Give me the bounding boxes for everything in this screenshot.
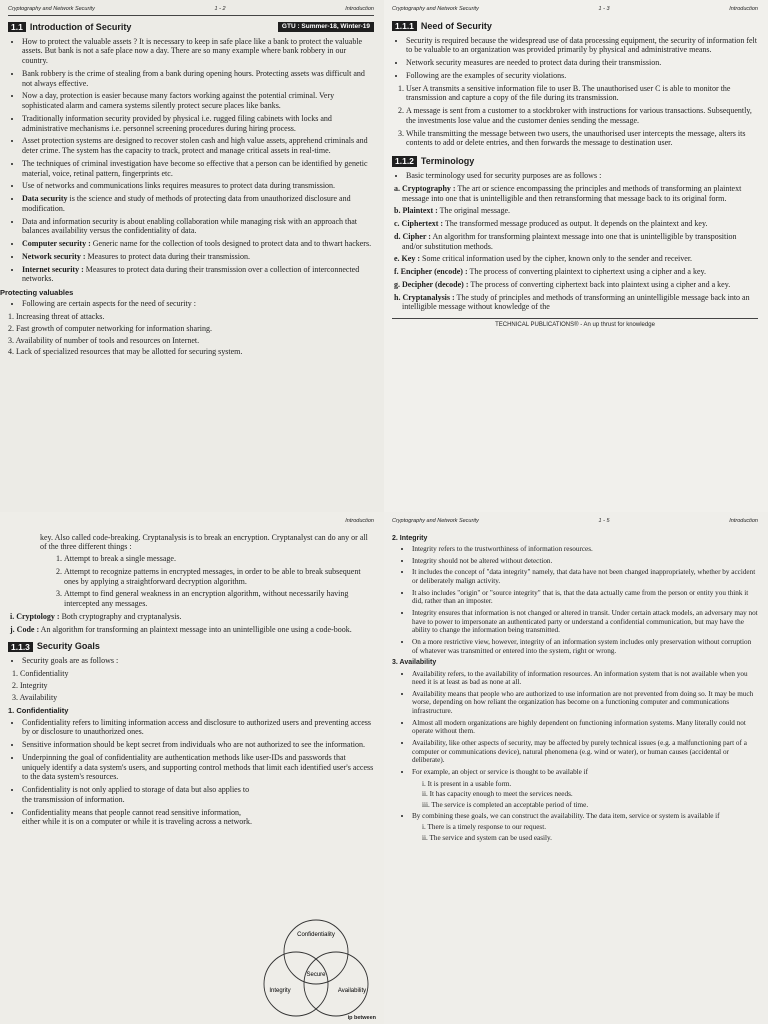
list-item: • The techniques of criminal investigation have become so effective that a person can be identified by genetic material, voice, retinal pattern, fingerprints etc. xyxy=(22,159,374,179)
list-item: • Basic terminology used for security purposes are as follows : xyxy=(406,171,758,181)
item-text: Fast growth of computer networking for information sharing. xyxy=(16,323,212,333)
cropped-caption: ip between xyxy=(347,1015,376,1022)
term: a. Cryptography : xyxy=(394,183,456,193)
definition xyxy=(8,612,374,622)
list-item: 3. Availability xyxy=(12,692,58,702)
page-number: 1 - 5 xyxy=(598,518,610,524)
section-title: Security Goals xyxy=(36,641,100,652)
chapter-name: Introduction xyxy=(729,6,758,12)
numbered-list xyxy=(8,554,374,609)
list-item: 2. Attempt to recognize patterns in encrypted messages, in order to be able to break subsequent ones by applying a straightforward decryption algorithm. xyxy=(64,567,374,587)
page-footer: TECHNICAL PUBLICATIONS® - An up thrust for knowledge xyxy=(392,318,758,329)
list-item xyxy=(22,265,374,285)
venn-label-confidentiality: Confidentiality xyxy=(297,932,335,938)
list-item: • Now a day, protection is easier because many factors working against the potential criminal. Very sophisticated alarm and camera systems silently protect secure places like banks. xyxy=(22,91,374,111)
subheading: 3. Availability xyxy=(392,659,437,667)
term-text: Measures to protect data during their transmission. xyxy=(85,251,250,261)
exam-badge: GTU : Summer-18, Winter-19 xyxy=(278,22,374,32)
term-text: An algorithm for transforming an plaintext message into an unintelligible one using a code-book. xyxy=(39,624,352,634)
section-title: Need of Security xyxy=(420,20,492,31)
numbered-list xyxy=(392,84,758,149)
section-heading xyxy=(392,156,758,167)
list-item: ii. The service and system can be used easily. xyxy=(422,833,552,842)
intro-bullet-list xyxy=(8,37,374,285)
venn-label-availability: Availability xyxy=(337,988,367,994)
subheading: 1. Confidentiality xyxy=(8,706,69,716)
section-number: 1.1.1 xyxy=(392,21,417,31)
list-item: • On a more restrictive view, however, integrity of an information system includes only preservation without corruption of whatever was transmitted or entered into the system, right or wrong. xyxy=(412,638,758,655)
definition-list xyxy=(8,612,374,635)
term-text: The transformed message produced as output. It depends on the plaintext and key. xyxy=(443,219,708,229)
list-item: 2. Integrity xyxy=(12,680,48,690)
definition xyxy=(392,184,758,204)
venn-label-secure: Secure xyxy=(306,972,326,978)
page-1-3 xyxy=(384,0,768,512)
page-1-5 xyxy=(384,512,768,1024)
term-text: is the science and study of methods of protecting data from unauthorized disclosure and modification. xyxy=(22,194,351,213)
goals-list xyxy=(8,669,374,702)
list-item: • Availability, like other aspects of security, may be affected by purely technical issues (e.g. a malfunctioning part of a computer or communications device), natural phenomena (e.g. wind or water), or human causes (accidental or deliberate). xyxy=(412,739,758,765)
bullet-list xyxy=(392,171,758,181)
venn-label-integrity: Integrity xyxy=(269,988,291,994)
continued-paragraph: key. Also called code-breaking. Cryptanalysis is to break an encryption. Cryptanalyst can do any or all of the three different things : xyxy=(40,532,368,552)
definition xyxy=(392,219,758,229)
subheading: Protecting valuables xyxy=(0,288,74,298)
list-item: • Confidentiality is not only applied to storage of data but also applies to the transmission of information. xyxy=(22,785,252,805)
term: h. Cryptanalysis : xyxy=(394,292,455,302)
term-text: The process of converting plaintext to ciphertext using a cipher and a key. xyxy=(467,267,706,277)
list-item xyxy=(22,217,374,237)
list-item: 1. Attempt to break a single message. xyxy=(64,554,374,564)
term-text: The process of converting ciphertext back into plaintext using a cipher and a key. xyxy=(468,279,731,289)
list-item: • Security goals are as follows : xyxy=(22,656,374,666)
security-goals-venn-diagram xyxy=(252,912,380,1024)
list-item xyxy=(22,194,374,214)
list-item: • Availability refers, to the availability of information resources. An information system that is not available when you need it is at least as bad as none at all. xyxy=(412,670,758,687)
list-item: 1. Confidentiality xyxy=(12,669,69,679)
item-text: Integrity xyxy=(20,680,48,690)
definition xyxy=(392,267,758,277)
numbered-list xyxy=(8,312,374,357)
page-header xyxy=(392,6,758,15)
subheading: 2. Integrity xyxy=(392,534,428,542)
list-item: • Confidentiality means that people cannot read sensitive information, either while it is on a computer or while it is traveling across a network. xyxy=(22,808,252,828)
term: Data security xyxy=(22,194,68,204)
term-text: The study of principles and methods of transforming an unintelligible message back into an intelligible message without knowledge of the xyxy=(402,292,750,312)
list-item: 3. Attempt to find general weakness in an encryption algorithm, without necessarily having intercepted any messages. xyxy=(64,589,374,609)
list-item: ii. It has capacity enough to meet the services needs. xyxy=(422,790,573,799)
list-item: • For example, an object or service is thought to be available if xyxy=(412,768,758,777)
definition xyxy=(392,206,758,216)
chapter-name: Introduction xyxy=(345,6,374,12)
list-item: • How to protect the valuable assets ? It is necessary to keep in safe place like a bank to protect the valuable assets. But bank is not a safe place now a day. There are so many example where bank robbery in our country. xyxy=(22,37,374,66)
list-item: • It also includes "origin" or "source integrity" that is, that the data actually came from the person or entity you think it did, rather than an imposter. xyxy=(412,589,758,606)
page-number: 1 - 3 xyxy=(598,6,610,12)
list-item: • Integrity ensures that information is not changed or altered in transit. Under certain attack models, an adversary may not have to power to impersonate an authenticated party or understand a confidential communication, but may have the ability to change the information being transmitted. xyxy=(412,609,758,635)
page-1-2 xyxy=(0,0,384,512)
term: d. Cipher : xyxy=(394,231,431,241)
list-item: i. It is present in a usable form. xyxy=(422,779,512,788)
list-item: • Use of networks and communications links requires measures to protect data during transmission. xyxy=(22,181,374,191)
roman-list xyxy=(392,823,758,842)
list-item: 2. A message is sent from a customer to a stockbroker with instructions for various transactions. Subsequently, the investments lose value and the customer denies sending the message. xyxy=(406,106,758,126)
bullet-list xyxy=(8,299,374,309)
list-item: • Underpinning the goal of confidentiality are authentication methods like user-IDs and passwords that uniquely identify a data system's users, and supporting control methods that limit each identified user's access to the data system's resources. xyxy=(22,753,374,782)
section-title: Terminology xyxy=(420,156,475,167)
chapter-name: Introduction xyxy=(729,518,758,524)
list-item: • Asset protection systems are designed to recover stolen cash and high value assets, apprehend criminals and deter crime. The system has the capacity to track, protect and manage critical assets in real-time. xyxy=(22,136,374,156)
definition xyxy=(8,625,374,635)
definition-list xyxy=(392,184,758,312)
page-number: 1 - 2 xyxy=(214,6,226,12)
book-title: Cryptography and Network Security xyxy=(8,6,95,12)
list-item: i. There is a timely response to our request. xyxy=(422,823,547,832)
list-item: 2. Fast growth of computer networking for information sharing. xyxy=(8,323,212,333)
list-item: • By combining these goals, we can construct the availability. The data item, service or system is available if xyxy=(412,812,758,821)
list-item: 3. Availability of number of tools and resources on Internet. xyxy=(8,335,200,345)
roman-list xyxy=(392,780,758,810)
item-text: Availability of number of tools and resources on Internet. xyxy=(15,335,200,345)
section-number: 1.1.2 xyxy=(392,156,417,166)
bullet-list xyxy=(392,670,758,777)
term: f. Encipher (encode) : xyxy=(394,267,468,277)
term: Network security : xyxy=(22,251,86,261)
list-item: • Traditionally information security provided by physical i.e. rugged filing cabinets with locks and administrative mechanisms i.e. personnel screening procedures during hiring process. xyxy=(22,114,374,134)
page-continued xyxy=(0,512,384,1024)
item-text: Availability xyxy=(19,692,58,702)
list-item: • Confidentiality refers to limiting information access and disclosure to authorized users and preventing access by or disclosure to unauthorized ones. xyxy=(22,718,374,738)
list-item: • Integrity refers to the trustworthiness of information resources. xyxy=(412,545,758,554)
term: e. Key : xyxy=(394,254,420,264)
term: Computer security : xyxy=(22,239,91,249)
section-heading xyxy=(8,641,374,652)
section-heading xyxy=(392,21,758,32)
list-item: • Integrity should not be altered without detection. xyxy=(412,557,758,566)
list-item: iii. The service is completed an acceptable period of time. xyxy=(422,800,589,809)
term: c. Ciphertext : xyxy=(394,219,444,229)
term-text: Both cryptography and cryptanalysis. xyxy=(59,611,182,621)
term: b. Plaintext : xyxy=(394,206,438,216)
section-title: Introduction of Security xyxy=(29,21,132,32)
list-item: 1. User A transmits a sensitive information file to user B. The unauthorised user C is able to monitor the transmission and capture a copy of the file during its transmission. xyxy=(406,84,758,104)
term-text: Data and information security is about enabling collaboration while managing risk with an approach that balances availability versus the confidentiality of data. xyxy=(22,216,358,236)
page-header xyxy=(8,518,374,527)
book-title: Cryptography and Network Security xyxy=(392,518,479,524)
list-item: • Availability means that people who are authorized to use information are not prevented from doing so. It may be much worse, depending on how reliant the organization has become on a functioning computer and communications infrastructure. xyxy=(412,690,758,716)
definition xyxy=(392,280,758,290)
section-number: 1.1 xyxy=(8,22,26,32)
list-item: • Bank robbery is the crime of stealing from a bank during opening hours. Protecting assets was difficult and not always effective. xyxy=(22,69,374,89)
definition xyxy=(392,232,758,252)
bullet-list xyxy=(392,812,758,821)
list-item: • Sensitive information should be kept secret from individuals who are not authorized to see the information. xyxy=(22,740,374,750)
list-item: • Following are the examples of security violations. xyxy=(406,71,758,81)
book-title: Cryptography and Network Security xyxy=(392,6,479,12)
list-item: • Network security measures are needed to protect data during their transmission. xyxy=(406,58,758,68)
term-text: An algorithm for transforming plaintext message into one that is unintelligible by transposition and/or substitution methods. xyxy=(402,231,737,251)
item-text: Confidentiality xyxy=(20,669,69,679)
bullet-list xyxy=(8,656,374,666)
section-heading xyxy=(8,22,374,33)
bullet-list xyxy=(8,718,374,828)
term: j. Code : xyxy=(10,624,40,634)
item-text: Increasing threat of attacks. xyxy=(16,312,105,322)
list-item: • Security is required because the widespread use of data processing equipment, the security of information felt to be valuable to an organization was provided primarily by physical and administrative means. xyxy=(406,36,758,56)
list-item: 4. Lack of specialized resources that may be allotted for securing system. xyxy=(8,347,243,357)
list-item: • It includes the concept of "data integrity" namely, that data have not been changed inappropriately, whether by accident or deliberately malign activity. xyxy=(412,568,758,585)
bullet-list xyxy=(392,545,758,655)
term: i. Cryptology : xyxy=(10,611,60,621)
term: g. Decipher (decode) : xyxy=(394,279,469,289)
page-header xyxy=(8,6,374,16)
page-header xyxy=(392,518,758,527)
term-text: The art or science encompassing the principles and methods of transforming an plaintext message into one that is unintelligible and then retransforming that message back to its original form. xyxy=(402,183,742,203)
chapter-name: Introduction xyxy=(345,518,374,524)
term-text: Some critical information used by the cipher, known only to the sender and receiver. xyxy=(420,254,693,264)
definition xyxy=(392,293,758,313)
bullet-list xyxy=(392,36,758,81)
term-text: The original message. xyxy=(437,206,511,216)
list-item: • Almost all modern organizations are highly dependent on functioning information systems. Many literally could not operate without them. xyxy=(412,719,758,736)
term-text: Generic name for the collection of tools designed to protect data and to thwart hackers. xyxy=(90,239,372,249)
item-text: Lack of specialized resources that may be allotted for securing system. xyxy=(16,347,243,357)
list-item: 1. Increasing threat of attacks. xyxy=(8,312,105,322)
list-item xyxy=(22,239,374,249)
list-item: 3. While transmitting the message between two users, the unauthorised user intercepts the message, alters its contents to add or delete entries, and then forwards the message to destination user. xyxy=(406,129,758,149)
section-number: 1.1.3 xyxy=(8,642,33,652)
list-item xyxy=(22,252,374,262)
definition xyxy=(392,254,758,264)
list-item: • Following are certain aspects for the need of security : xyxy=(22,299,374,309)
page-body xyxy=(392,535,758,843)
term: Internet security : xyxy=(22,264,84,274)
term-text: Measures to protect data during their transmission over a collection of interconnected networks. xyxy=(22,264,360,284)
